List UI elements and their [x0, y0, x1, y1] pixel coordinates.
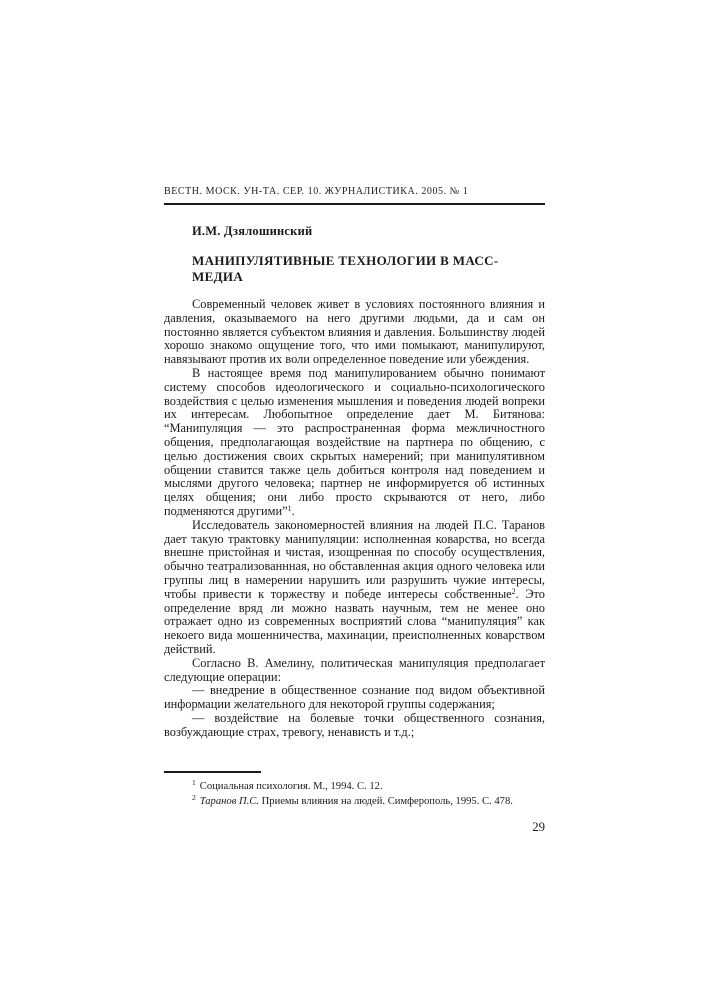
paragraph-intro: Современный человек живет в условиях постоянного влияния и давления, оказываемого на него другими людьми, да и сам он постоянно является субъектом влияния и давления. Большинству людей хорошо знакомо ощущение того, что ими помыкают, манипулируют, навязывают против их воли определенное поведение или убеждения. [164, 297, 545, 367]
article-author: И.М. Дзялошинский [192, 224, 313, 238]
footnote-reference-1: 1 [287, 503, 292, 513]
header-rule [164, 203, 545, 205]
paragraph-taranov-text: Исследователь закономерностей влияния на людей П.С. Таранов дает такую трактовку манипуляции: исполненная коварства, но всегда внешне пристойная и чистая, изощренная по способу осуществления, обычно театрализованнная, но обставленная акция одного человека или группы лиц в намерении нарушить или разрушить чужие интересы, чтобы привести к торжеству и победе интересы собственные [164, 517, 545, 601]
article-title: МАНИПУЛЯТИВНЫЕ ТЕХНОЛОГИИ В МАСС-МЕДИА [192, 253, 499, 284]
paragraph-definition-text: В настоящее время под манипулированием обычно понимают систему способов идеологического и социально-психологического воздействия с целью изменения мышления и поведения людей вопреки их интересам. Любопытное определение дает М. Битянова: “Манипуляция — это распространенная форма межличностного общения, предполагающая воздействие на партнера по общению, с целью достижения своих скрытых намерений; при манипулятивном общении ставится также цель добиться контроля над поведением и мыслями другого человека; партнер не информируется об истинных целях общения; они либо просто скрываются от него, либо подменяются другими” [164, 365, 545, 518]
footnote-1 [164, 779, 545, 794]
footnote-2 [164, 794, 545, 809]
paragraph-definition-tail: . [291, 503, 295, 518]
footnote-separator-rule [164, 771, 261, 773]
footnotes-block [164, 771, 545, 809]
paragraph-definition [164, 367, 545, 519]
footnote-2-author: Таранов П.С. [199, 796, 259, 807]
article-body [164, 298, 545, 740]
list-item-1: — внедрение в общественное сознание под видом объективной информации желательного для некоторой группы содержания; [164, 683, 545, 712]
paragraph-taranov [164, 519, 545, 657]
paragraph-taranov-tail: . Это определение вряд ли можно назвать научным, тем не менее оно отражает одно из современных восприятий слова “манипуляция” как некоего вида мошенничества, махинации, преисполненных коварством действий. [164, 586, 545, 656]
journal-running-header: ВЕСТН. МОСК. УН-ТА. СЕР. 10. ЖУРНАЛИСТИКА. 2005. № 1 [164, 186, 469, 197]
footnote-2-number: 2 [192, 793, 196, 802]
footnote-reference-2: 2 [511, 586, 516, 596]
footnote-1-text: Социальная психология. М., 1994. С. 12. [199, 781, 383, 792]
footnote-1-number: 1 [192, 778, 196, 787]
list-item-2: — воздействие на болевые точки общественного сознания, возбуждающие страх, тревогу, ненависть и т.д.; [164, 710, 545, 739]
paragraph-amelin: Согласно В. Амелину, политическая манипуляция предполагает следующие операции: [164, 655, 545, 684]
text-column [164, 186, 545, 740]
page-number: 29 [532, 820, 545, 834]
footnote-2-text: Приемы влияния на людей. Симферополь, 1995. С. 478. [258, 796, 513, 807]
